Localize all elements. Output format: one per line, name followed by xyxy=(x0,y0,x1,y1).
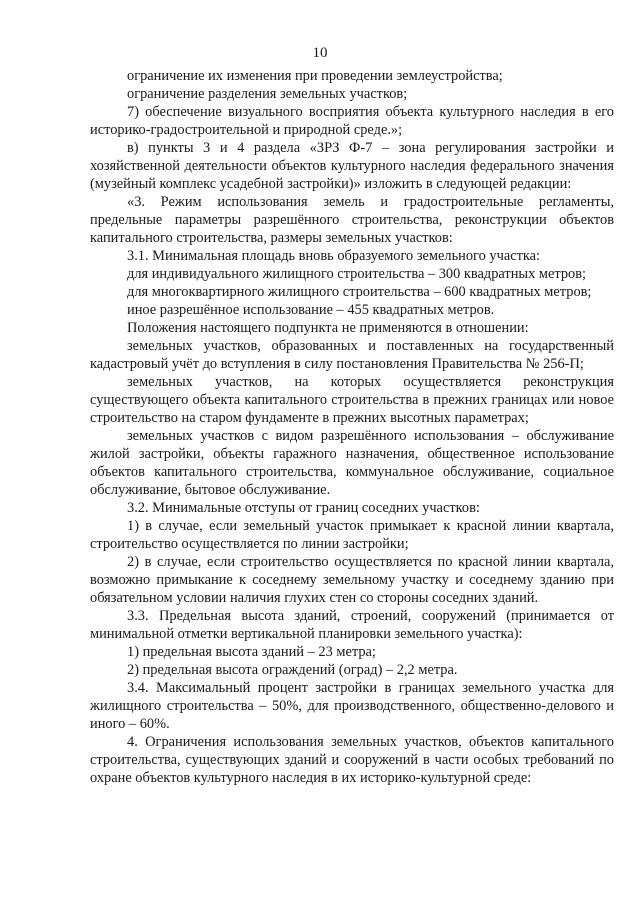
document-body xyxy=(90,67,614,787)
paragraph: 2) в случае, если строительство осуществляется по красной линии квартала, возможно примыкание к соседнему земельному участку и соседнему зданию при обязательном условии наличия глухих стен со стороны соседних зданий. xyxy=(90,554,614,606)
paragraph: 1) предельная высота зданий – 23 метра; xyxy=(127,644,376,660)
paragraph: иное разрешённое использование – 455 квадратных метров. xyxy=(127,302,495,318)
paragraph: ограничение их изменения при проведении землеустройства; xyxy=(127,68,503,84)
paragraph: 3.1. Минимальная площадь вновь образуемого земельного участка: xyxy=(127,248,541,264)
paragraph: 1) в случае, если земельный участок примыкает к красной линии квартала, строительство осуществляется по линии застройки; xyxy=(90,518,614,552)
paragraph: Положения настоящего подпункта не применяются в отношении: xyxy=(127,320,529,336)
paragraph: ограничение разделения земельных участков; xyxy=(127,86,408,102)
paragraph: 3.3. Предельная высота зданий, строений, сооружений (принимается от минимальной отметки вертикальной планировки земельного участка): xyxy=(90,608,614,642)
paragraph: земельных участков с видом разрешённого использования – обслуживание жилой застройки, объекты гаражного назначения, общественное использование объектов капитального строительства, коммунальное обслуживание, социальное обслуживание, бытовое обслуживание. xyxy=(90,428,614,498)
paragraph: для индивидуального жилищного строительства – 300 квадратных метров; xyxy=(127,266,587,282)
paragraph: 4. Ограничения использования земельных участков, объектов капитального строительства, существующих зданий и сооружений в части особых требований по охране объектов культурного наследия в их историко-культурной среде: xyxy=(90,734,614,786)
paragraph: 3.2. Минимальные отступы от границ соседних участков: xyxy=(127,500,480,516)
paragraph: «3. Режим использования земель и градостроительные регламенты, предельные параметры разрешённого строительства, реконструкции объектов капитального строительства, размеры земельных участков: xyxy=(90,194,614,246)
paragraph: 3.4. Максимальный процент застройки в границах земельного участка для жилищного строительства – 50%, для производственного, общественно-делового и иного – 60%. xyxy=(90,680,614,732)
paragraph: 2) предельная высота ограждений (оград) – 2,2 метра. xyxy=(127,662,458,678)
paragraph: для многоквартирного жилищного строительства – 600 квадратных метров; xyxy=(127,284,592,300)
page-number: 10 xyxy=(312,45,328,61)
paragraph: в) пункты 3 и 4 раздела «ЗРЗ Ф-7 – зона регулирования застройки и хозяйственной деятельности объектов культурного наследия федерального значения (музейный комплекс усадебной застройки)» изложить в следующей редакции: xyxy=(90,140,614,192)
paragraph: 7) обеспечение визуального восприятия объекта культурного наследия в его историко-градостроительной и природной среде.»; xyxy=(90,104,614,138)
paragraph: земельных участков, на которых осуществляется реконструкция существующего объекта капитального строительства в прежних границах или новое строительство на старом фундаменте в прежних высотных параметрах; xyxy=(90,374,614,426)
paragraph: земельных участков, образованных и поставленных на государственный кадастровый учёт до вступления в силу постановления Правительства № 256-П; xyxy=(90,338,614,372)
